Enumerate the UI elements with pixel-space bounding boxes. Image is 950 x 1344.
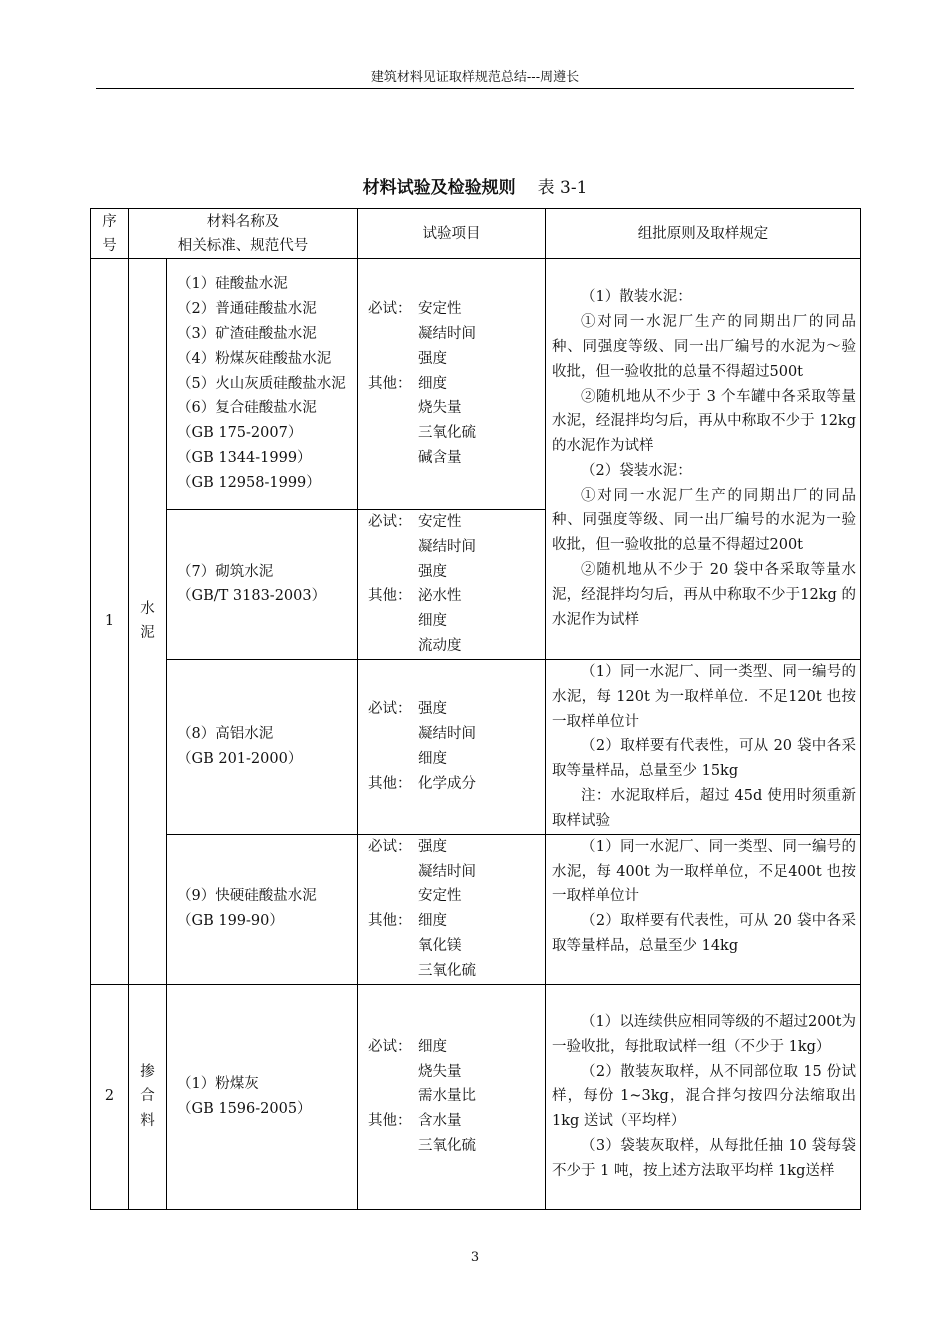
rules-table [90,208,861,1210]
header-test-items: 试验项目 [358,209,546,259]
material-name-cell: （1）粉煤灰 （GB 1596-2005） [167,984,358,1209]
test-items-cell: 必试： 强度 凝结时间 安定性 其他： 细度 氧化镁 三氧化硫 [358,834,546,984]
group-category: 水泥 [129,259,167,985]
table-number: 表 3-1 [537,178,588,198]
batch-rule-cell: （1）以连续供应相同等级的不超过200t为一验收批，每批取试样一组（不少于 1kg） （2）散装灰取样，从不同部位取 15 份试样，每份 1~3kg，混合拌匀按四分法缩取出 1kg 送试（平均样） （3）袋装灰取样，从每批任抽 10 袋每袋不少于 1 吨，按上述方法取平均样 1kg送样 [546,984,861,1209]
test-items-cell: 必试： 安定性 凝结时间 强度 其他： 泌水性 细度 流动度 [358,510,546,660]
test-items-cell: 必试： 强度 凝结时间 细度 其他： 化学成分 [358,659,546,834]
header-material-name: 材料名称及 相关标准、规范代号 [129,209,358,259]
table-row [91,659,861,834]
table-header-row [91,209,861,259]
header-index: 序 号 [91,209,129,259]
header-batch-rules: 组批原则及取样规定 [546,209,861,259]
table-row [91,834,861,984]
test-items-cell: 必试： 安定性 凝结时间 强度 其他： 细度 烧失量 三氧化硫 碱含量 [358,259,546,510]
batch-rule-cell: （1）同一水泥厂、同一类型、同一编号的水泥，每 400t 为一取样单位，不足400t 也按一取样单位计 （2）取样要有代表性，可从 20 袋中各采取等量样品，总量至少 14kg [546,834,861,984]
running-header: 建筑材料见证取样规范总结---周遵长 [370,70,580,85]
batch-rule-cell: （1）散装水泥： ①对同一水泥厂生产的同期出厂的同品种、同强度等级、同一出厂编号的水泥为～验收批，但一验收批的总量不得超过500t ②随机地从不少于 3 个车罐中各采取等量水泥，经混拌均匀后，再从中称取不少于 12kg 的水泥作为试样 （2）袋装水泥： ①对同一水泥厂生产的同期出厂的同品种、同强度等级、同一出厂编号的水泥为一验收批，但一验收批的总量不得超过200t ②随机地从不少于 20 袋中各采取等量水泥，经混拌均匀后，再从中称取不少于12kg 的水泥作为试样 [546,259,861,660]
test-items-cell: 必试： 细度 烧失量 需水量比 其他： 含水量 三氧化硫 [358,984,546,1209]
batch-rule-cell: （1）同一水泥厂、同一类型、同一编号的水泥，每 120t 为一取样单位．不足120t 也按一取样单位计 （2）取样要有代表性，可从 20 袋中各采取等量样品，总量至少 15kg 注：水泥取样后，超过 45d 使用时须重新取样试验 [546,659,861,834]
group-index: 1 [91,259,129,985]
material-name-cell: （1）硅酸盐水泥 （2）普通硅酸盐水泥 （3）矿渣硅酸盐水泥 （4）粉煤灰硅酸盐水泥 （5）火山灰质硅酸盐水泥 （6）复合硅酸盐水泥 （GB 175-2007） （GB 1344-1999） （GB 12958-1999） [167,259,358,510]
table-row [91,259,861,510]
material-name-cell: （7）砌筑水泥 （GB/T 3183-2003） [167,510,358,660]
header-rule [96,88,854,89]
table-title-text: 材料试验及检验规则 [362,178,516,198]
page-number: 3 [470,1250,480,1265]
group-index: 2 [91,984,129,1209]
group-category: 掺合料 [129,984,167,1209]
material-name-cell: （9）快硬硅酸盐水泥 （GB 199-90） [167,834,358,984]
material-name-cell: （8）高铝水泥 （GB 201-2000） [167,659,358,834]
table-row [91,984,861,1209]
table-title [90,176,860,200]
